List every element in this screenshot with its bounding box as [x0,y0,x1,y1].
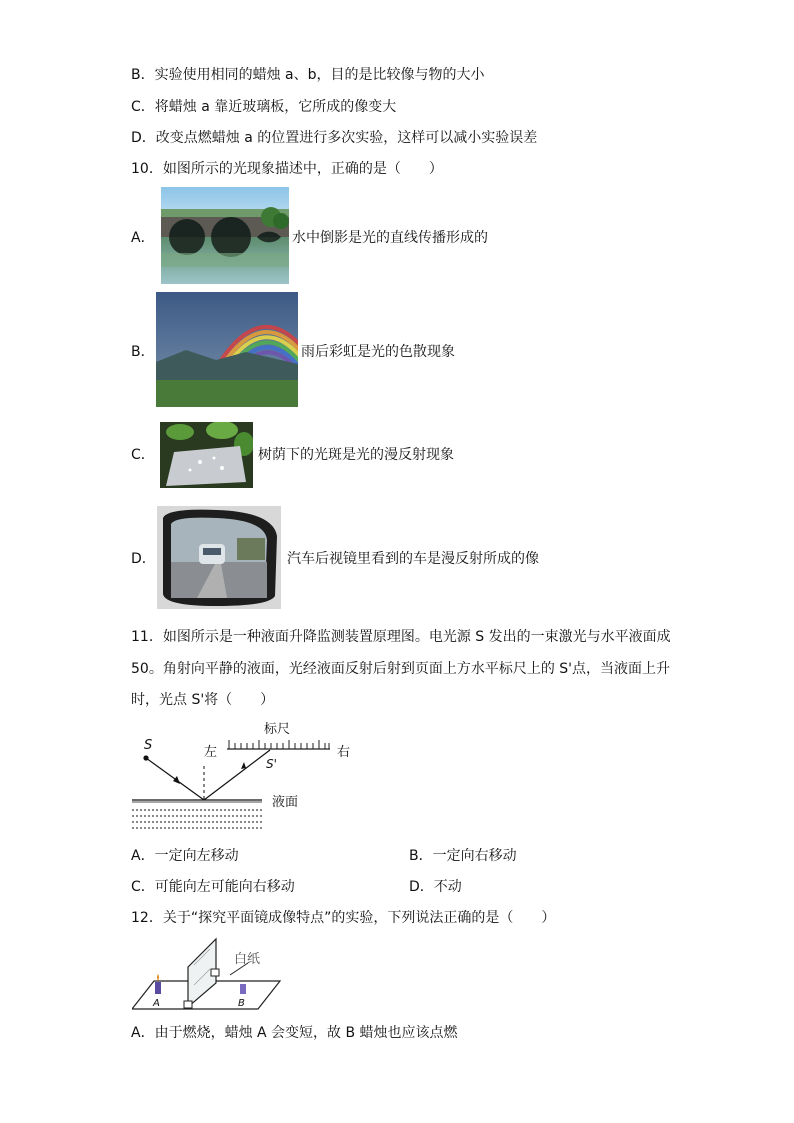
q9-option-d: D．改变点燃蜡烛 a 的位置进行多次实验，这样可以减小实验误差 [131,130,538,146]
q10-option-a-label: A． [131,230,155,246]
q11-stem-line3: 时，光点 S'将（ ） [131,692,275,708]
plane-mirror-diagram [132,933,282,1017]
q11-stem-line1: 11．如图所示是一种液面升降监测装置原理图。电光源 S 发出的一束激光与水平液面成 [131,629,671,645]
tree-shade-light-spots-photo [160,422,253,488]
q10-option-a-text: 水中倒影是光的直线传播形成的 [292,230,488,246]
q9-option-c: C．将蜡烛 a 靠近玻璃板，它所成的像变大 [131,99,397,115]
q10-option-d-label: D． [131,551,156,567]
q10-stem: 10．如图所示的光现象描述中，正确的是（ ） [131,161,443,177]
q10-option-c-label: C． [131,447,155,463]
liquid-level-diagram [132,718,362,842]
q10-option-b-label: B． [131,344,155,360]
rainbow-photo [156,292,298,407]
q11-option-b: B．一定向右移动 [409,848,517,864]
right-label: 右 [337,745,351,760]
q10-option-c-text: 树荫下的光斑是光的漫反射现象 [258,447,454,463]
q11-stem-line2: 50。角射向平静的液面，光经液面反射后射到页面上方水平标尺上的 S'点，当液面上升 [131,661,670,677]
q12-stem: 12．关于“探究平面镜成像特点”的实验，下列说法正确的是（ ） [131,910,556,926]
car-mirror-photo [157,506,281,609]
q10-option-b-text: 雨后彩虹是光的色散现象 [301,344,455,360]
q11-option-a: A．一定向左移动 [131,848,239,864]
spot-label: S' [266,757,277,771]
q10-option-d-text: 汽车后视镜里看到的车是漫反射所成的像 [287,551,539,567]
candle-b [240,984,246,994]
left-label: 左 [204,745,218,760]
scale-label: 标尺 [264,722,291,737]
paper-label: 白纸 [234,952,261,967]
surface-label: 液面 [272,795,299,810]
q11-option-c: C．可能向左可能向右移动 [131,879,295,895]
q11-option-d: D．不动 [409,879,462,895]
q12-option-a: A．由于燃烧，蜡烛 A 会变短，故 B 蜡烛也应该点燃 [131,1025,458,1041]
bridge-reflection-photo [161,187,289,284]
candle-b-label: B [238,998,245,1009]
q9-option-b: B．实验使用相同的蜡烛 a、b，目的是比较像与物的大小 [131,67,485,83]
candle-a-label: A [153,998,160,1009]
source-label: S [144,738,153,753]
candle-a [155,982,161,994]
